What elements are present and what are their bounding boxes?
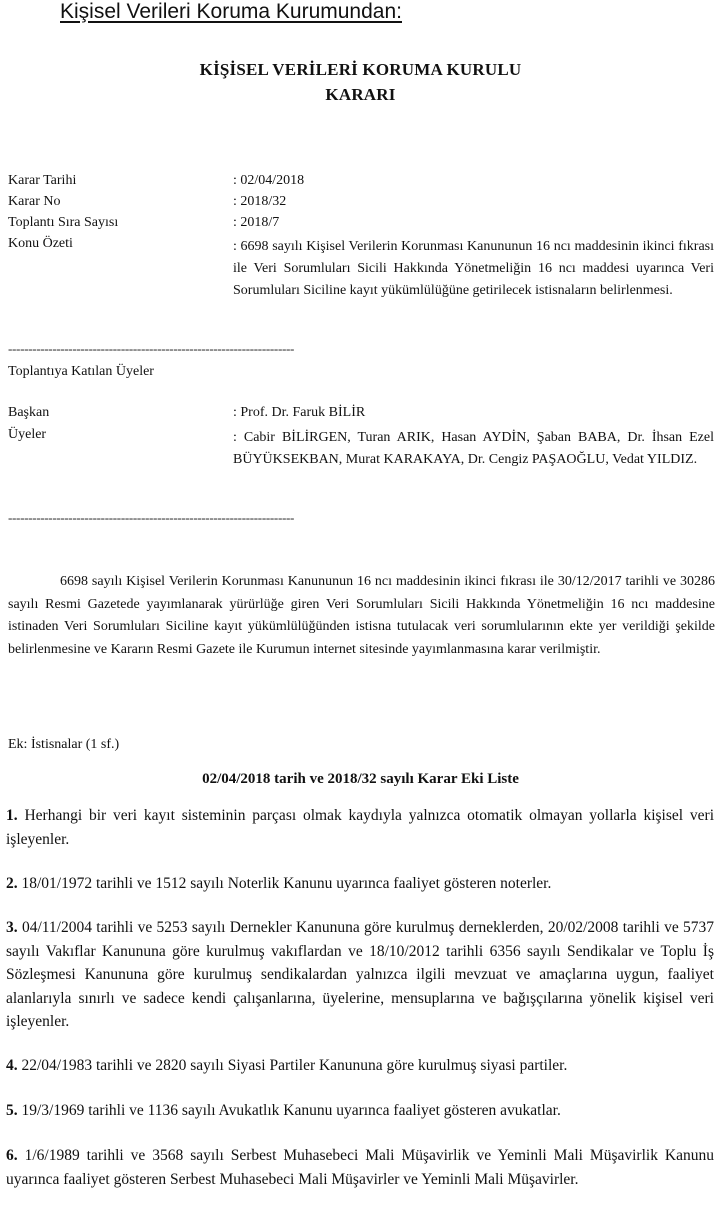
- annex-item-4: [6, 1054, 714, 1078]
- meeting-number-label: Toplantı Sıra Sayısı: [8, 215, 119, 230]
- members-value: : Cabir BİLİRGEN, Turan ARIK, Hasan AYDİN, Şaban BABA, Dr. İhsan Ezel BÜYÜKSEKBAN, Murat KARAKAYA, Dr. Cengiz PAŞAOĞLU, Vedat YILDIZ.: [233, 430, 714, 467]
- annex-item-number: 5.: [6, 1102, 18, 1119]
- chair-label: Başkan: [8, 405, 50, 420]
- meeting-number-value: : 2018/7: [233, 215, 280, 230]
- annex-item-text: Herhangi bir veri kayıt sisteminin parçası olmak kaydıyla yalnızca otomatik olmayan yollarla kişisel veri işleyenler.: [6, 807, 714, 848]
- annex-item-text: 19/3/1969 tarihli ve 1136 sayılı Avukatlık Kanunu uyarınca faaliyet gösteren avukatlar.: [21, 1102, 561, 1119]
- annex-item-number: 2.: [6, 875, 18, 892]
- annex-title: 02/04/2018 tarih ve 2018/32 sayılı Karar Eki Liste: [202, 771, 519, 787]
- annex-item-6: [6, 1144, 714, 1191]
- annex-item-3: [6, 916, 714, 1034]
- members-label: Üyeler: [8, 427, 47, 442]
- annex-item-text: 1/6/1989 tarihli ve 3568 sayılı Serbest Muhasebeci Mali Müşavirlik ve Yeminli Mali Müşavirlik Kanunu uyarınca faaliyet gösteren Serbest Muhasebeci Mali Müşavirler ve Yeminli Mali Müşavirler.: [6, 1147, 714, 1188]
- decision-title-line2: KARARI: [325, 85, 396, 104]
- separator-top: -----------------------------------------------------------------------: [8, 341, 295, 356]
- annex-item-number: 6.: [6, 1147, 18, 1164]
- separator-bottom: -----------------------------------------------------------------------: [8, 510, 295, 525]
- annex-item-1: [6, 804, 714, 851]
- annex-item-number: 3.: [6, 919, 18, 936]
- attachment-note: Ek: İstisnalar (1 sf.): [8, 737, 120, 752]
- summary-label: Konu Özeti: [8, 236, 73, 251]
- decision-number-label: Karar No: [8, 194, 61, 209]
- annex-item-5: [6, 1099, 714, 1123]
- chair-value: : Prof. Dr. Faruk BİLİR: [233, 405, 366, 420]
- members-heading: Toplantıya Katılan Üyeler: [8, 364, 154, 379]
- annex-item-text: 22/04/1983 tarihli ve 2820 sayılı Siyasi Partiler Kanununa göre kurulmuş siyasi partiler.: [21, 1057, 568, 1074]
- decision-date-label: Karar Tarihi: [8, 173, 77, 188]
- annex-item-2: [6, 872, 714, 896]
- summary-value: : 6698 sayılı Kişisel Verilerin Korunması Kanununun 16 ncı maddesinin ikinci fıkrası ile Veri Sorumluları Sicili Hakkında Yönetmeliğin 16 ncı maddesi uyarınca Veri Sorumluları Siciline kayıt yükümlülüğüne getirilecek istisnaların belirlenmesi.: [233, 239, 714, 298]
- annex-item-text: 18/01/1972 tarihli ve 1512 sayılı Noterlik Kanunu uyarınca faaliyet gösteren noterler.: [21, 875, 552, 892]
- decision-paragraph: 6698 sayılı Kişisel Verilerin Korunması Kanununun 16 ncı maddesinin ikinci fıkrası ile 30/12/2017 tarihli ve 30286 sayılı Resmi Gazetede yayımlanarak yürürlüğe giren Veri Sorumluları Sicili Hakkında Yönetmeliğin 16 ncı maddesine istinaden Veri Sorumluları Siciline kayıt yükümlülüğünden istisna tutulacak veri sorumlularının ekte yer verildiği şekilde belirlenmesine ve Kararın Resmi Gazete ile Kurumun internet sitesinde yayımlanmasına karar verilmiştir.: [8, 574, 715, 657]
- decision-number-value: : 2018/32: [233, 194, 287, 209]
- annex-item-text: 04/11/2004 tarihli ve 5253 sayılı Dernekler Kanununa göre kurulmuş derneklerden, 20/02/2008 tarihli ve 5737 sayılı Vakıflar Kanununa göre kurulmuş vakıflardan ve 18/10/2012 tarihli 6356 sayılı Sendikalar ve Toplu İş Sözleşmesi Kanununa göre kurulmuş sendikalardan yalnızca ilgili mevzuat ve amaçlarına uygun, faaliyet alanlarıyla sınırlı ve sadece kendi çalışanlarına, üyelerine, mensuplarına ve bağışçılarına yönelik kişisel veri işleyenler.: [6, 919, 715, 1030]
- annex-item-number: 1.: [6, 807, 18, 824]
- source-header: Kişisel Verileri Koruma Kurumundan:: [60, 0, 402, 23]
- decision-title-line1: KİŞİSEL VERİLERİ KORUMA KURULU: [199, 60, 522, 79]
- decision-date-value: : 02/04/2018: [233, 173, 305, 188]
- annex-item-number: 4.: [6, 1057, 18, 1074]
